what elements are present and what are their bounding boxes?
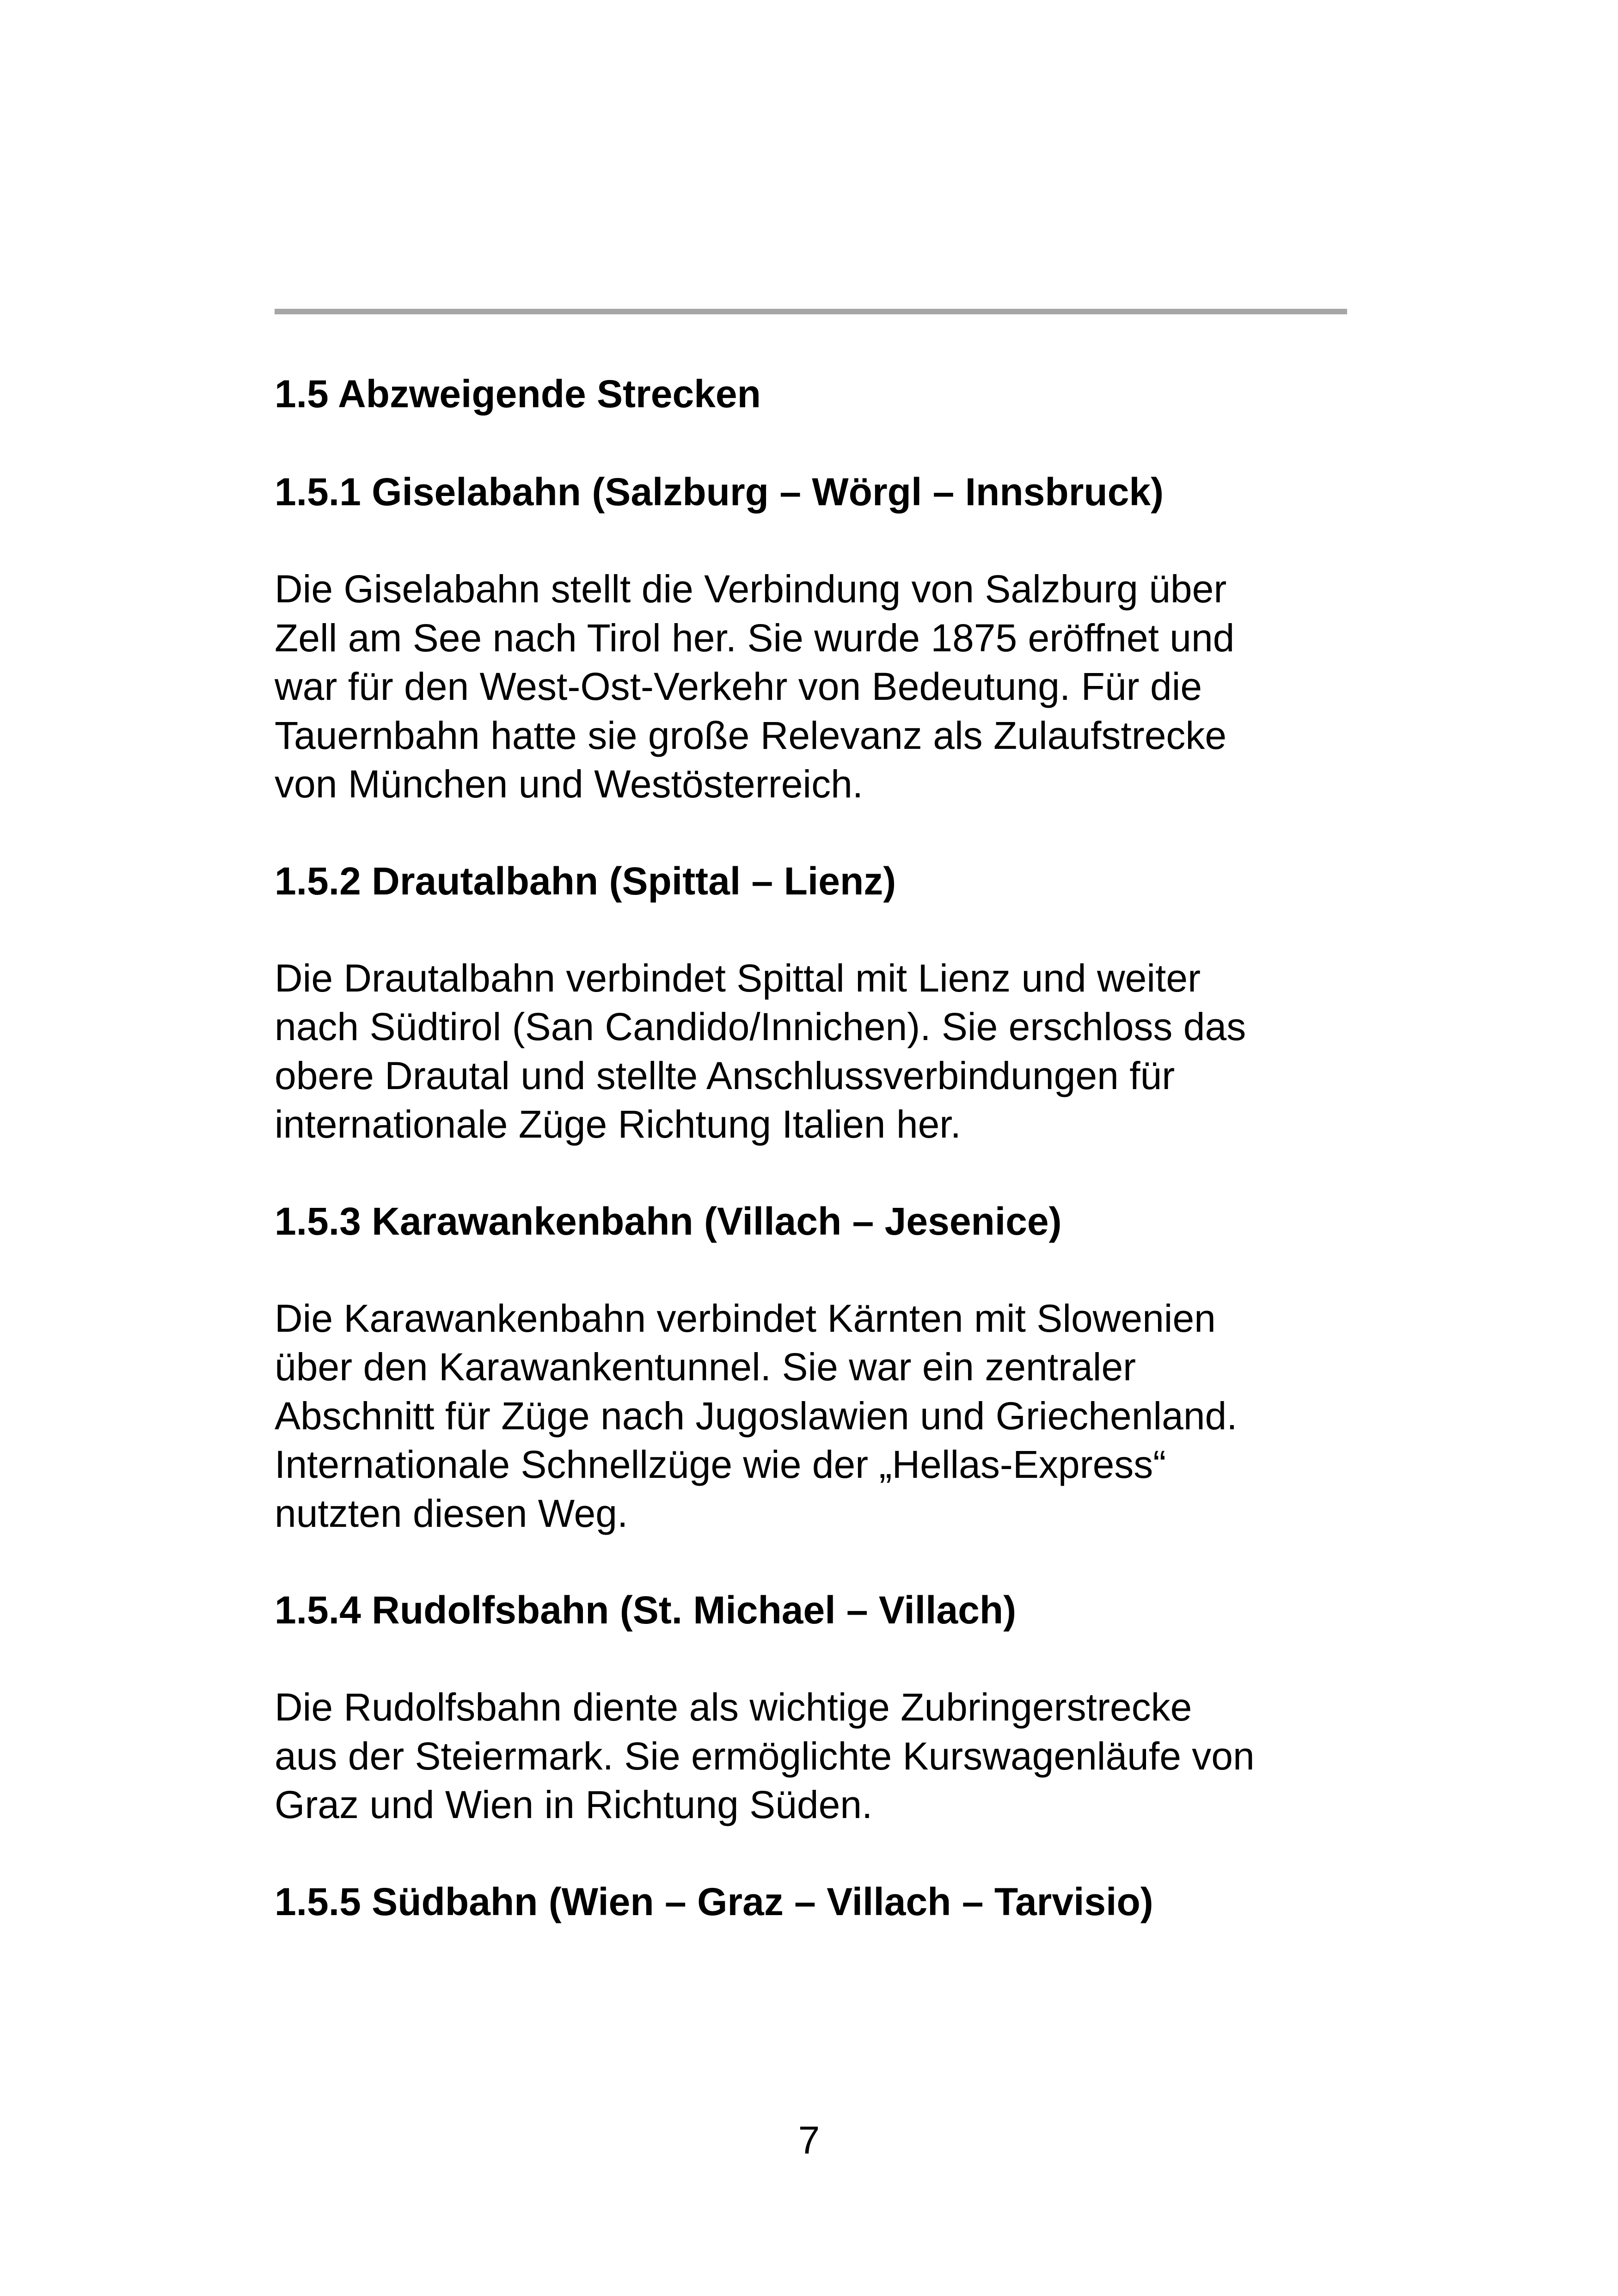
paragraph-line: obere Drautal und stellte Anschlussverbindungen für (275, 1053, 1175, 1097)
header-rule (275, 309, 1347, 314)
paragraph-line: war für den West-Ost-Verkehr von Bedeutung. Für die (275, 665, 1202, 708)
page-content (275, 370, 1356, 1926)
page-number: 7 (798, 2118, 820, 2162)
paragraph-line: internationale Züge Richtung Italien her. (275, 1102, 961, 1146)
section-paragraph-1-5-1 (275, 565, 1356, 809)
section-heading-1-5-1: 1.5.1 Giselabahn (Salzburg – Wörgl – Innsbruck) (275, 470, 1164, 514)
paragraph-line: von München und Westösterreich. (275, 762, 864, 806)
paragraph-line: nach Südtirol (San Candido/Innichen). Sie erschloss das (275, 1005, 1246, 1048)
section-paragraph-1-5-2 (275, 954, 1356, 1149)
section-heading-1-5-2: 1.5.2 Drautalbahn (Spittal – Lienz) (275, 859, 896, 903)
section-heading-1-5-4: 1.5.4 Rudolfsbahn (St. Michael – Villach) (275, 1588, 1017, 1632)
section-heading-1-5-5: 1.5.5 Südbahn (Wien – Graz – Villach – Tarvisio) (275, 1880, 1153, 1923)
paragraph-line: nutzten diesen Weg. (275, 1491, 628, 1535)
paragraph-line: aus der Steiermark. Sie ermöglichte Kurswagenläufe von (275, 1734, 1255, 1778)
paragraph-line: Zell am See nach Tirol her. Sie wurde 1875 eröffnet und (275, 616, 1235, 660)
paragraph-line: Die Giselabahn stellt die Verbindung von Salzburg über (275, 567, 1227, 611)
section-heading-1-5-3: 1.5.3 Karawankenbahn (Villach – Jesenice) (275, 1199, 1062, 1243)
paragraph-line: Die Karawankenbahn verbindet Kärnten mit Slowenien (275, 1296, 1216, 1340)
paragraph-line: Abschnitt für Züge nach Jugoslawien und Griechenland. (275, 1394, 1238, 1438)
paragraph-line: Die Drautalbahn verbindet Spittal mit Lienz und weiter (275, 956, 1201, 1000)
paragraph-line: Graz und Wien in Richtung Süden. (275, 1783, 873, 1826)
paragraph-line: Tauernbahn hatte sie große Relevanz als Zulaufstrecke (275, 713, 1227, 757)
section-paragraph-1-5-3 (275, 1294, 1356, 1538)
paragraph-line: Internationale Schnellzüge wie der „Hellas-Express“ (275, 1443, 1166, 1486)
paragraph-line: Die Rudolfsbahn diente als wichtige Zubringerstrecke (275, 1685, 1192, 1729)
section-paragraph-1-5-4 (275, 1683, 1356, 1830)
chapter-heading: 1.5 Abzweigende Strecken (275, 372, 761, 416)
paragraph-line: über den Karawankentunnel. Sie war ein zentraler (275, 1345, 1136, 1389)
